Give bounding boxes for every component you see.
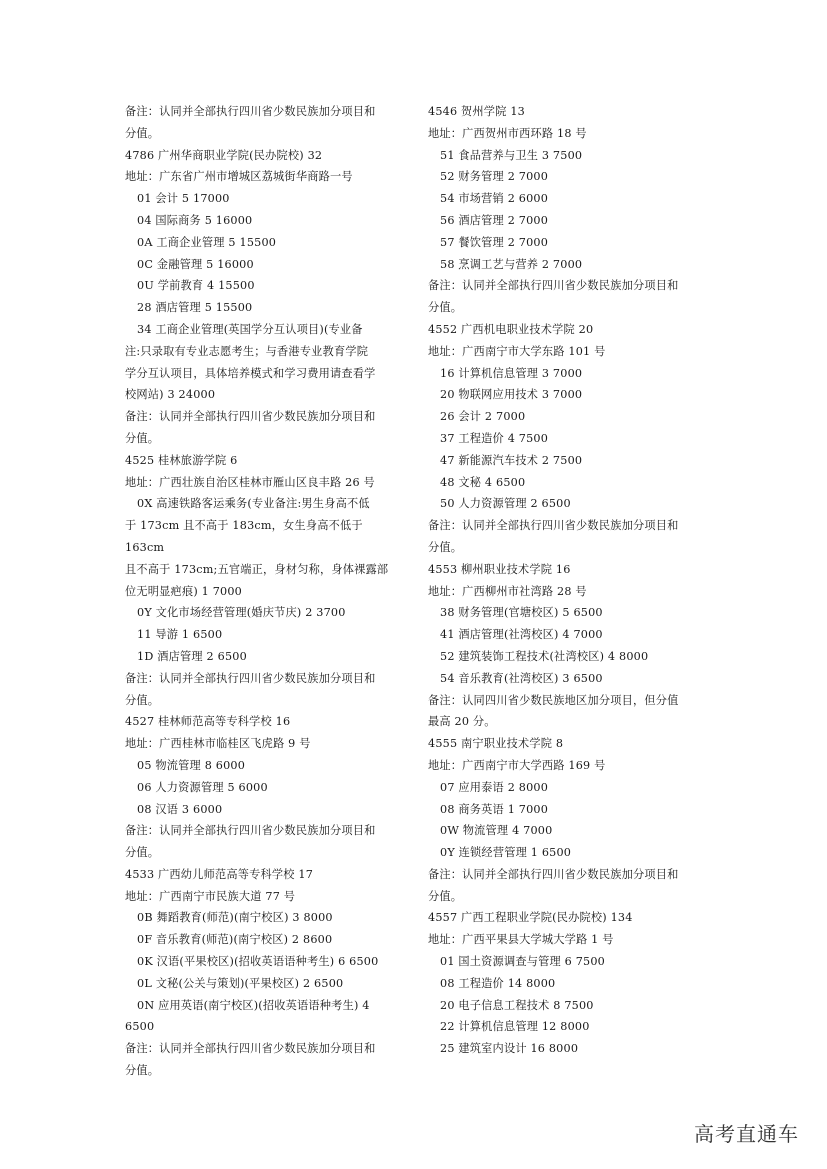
text-line: 01 国土资源调查与管理 6 7500 — [440, 955, 605, 969]
text-line: 4553 柳州职业技术学院 16 — [428, 562, 571, 576]
text-line: 0F 音乐教育(师范)(南宁校区) 2 8600 — [137, 933, 333, 947]
text-line: 备注：认同并全部执行四川省少数民族加分项目和 — [125, 1042, 376, 1056]
text-line: 0X 高速铁路客运乘务(专业备注:男生身高不低 — [137, 497, 370, 511]
text-line: 58 烹调工艺与营养 2 7000 — [440, 257, 583, 271]
text-line: 备注：认同并全部执行四川省少数民族加分项目和 — [125, 410, 376, 424]
text-line: 01 会计 5 17000 — [137, 192, 230, 206]
text-line: 分值。 — [428, 540, 463, 554]
text-line: 分值。 — [428, 301, 463, 315]
text-line: 备注：认同并全部执行四川省少数民族加分项目和 — [428, 519, 679, 533]
text-line: 地址：广西壮族自治区桂林市雁山区良丰路 26 号 — [125, 475, 375, 489]
text-line: 4552 广西机电职业技术学院 20 — [428, 322, 594, 336]
text-line: 20 电子信息工程技术 8 7500 — [440, 998, 594, 1012]
text-line: 地址：广西南宁市大学西路 169 号 — [428, 758, 606, 772]
text-line: 0K 汉语(平果校区)(招收英语语种考生) 6 6500 — [137, 955, 379, 969]
text-line: 05 物流管理 8 6000 — [137, 758, 246, 772]
text-line: 07 应用泰语 2 8000 — [440, 780, 549, 794]
text-line: 08 汉语 3 6000 — [137, 802, 223, 816]
text-line: 0C 金融管理 5 16000 — [137, 257, 254, 271]
text-line: 34 工商企业管理(英国学分互认项目)(专业备 — [137, 322, 363, 336]
text-line: 6500 — [125, 1020, 155, 1034]
text-line: 4557 广西工程职业学院(民办院校) 134 — [428, 911, 633, 925]
text-line: 备注：认同并全部执行四川省少数民族加分项目和 — [428, 867, 679, 881]
text-line: 地址：广西桂林市临桂区飞虎路 9 号 — [125, 737, 311, 751]
text-line: 0U 学前教育 4 15500 — [137, 279, 255, 293]
text-line: 08 工程造价 14 8000 — [440, 976, 556, 990]
text-line: 4546 贺州学院 13 — [428, 105, 525, 118]
text-line: 47 新能源汽车技术 2 7500 — [440, 453, 583, 467]
text-line: 分值。 — [125, 846, 160, 860]
text-line: 0Y 文化市场经营管理(婚庆节庆) 2 3700 — [137, 606, 346, 620]
text-line: 地址：广东省广州市增城区荔城街华商路一号 — [125, 170, 353, 184]
text-line: 38 财务管理(官塘校区) 5 6500 — [440, 606, 603, 620]
text-line: 分值。 — [125, 126, 160, 140]
text-line: 06 人力资源管理 5 6000 — [137, 780, 268, 794]
text-line: 备注：认同并全部执行四川省少数民族加分项目和 — [125, 824, 376, 838]
left-column — [125, 101, 405, 1082]
text-line: 57 餐饮管理 2 7000 — [440, 235, 549, 249]
text-line: 地址：广西贺州市西环路 18 号 — [428, 126, 587, 140]
text-line: 4527 桂林师范高等专科学校 16 — [125, 715, 291, 729]
text-line: 54 市场营销 2 6000 — [440, 192, 549, 206]
text-line: 50 人力资源管理 2 6500 — [440, 497, 571, 511]
text-line: 地址：广西南宁市大学东路 101 号 — [428, 344, 606, 358]
text-line: 校网站) 3 24000 — [125, 388, 216, 402]
text-line: 25 建筑室内设计 16 8000 — [440, 1042, 579, 1056]
text-line: 注:只录取有专业志愿考生；与香港专业教育学院 — [125, 344, 369, 358]
text-line: 0Y 连锁经营管理 1 6500 — [440, 846, 572, 860]
watermark: 高考直通车 — [694, 1122, 799, 1146]
text-line: 16 计算机信息管理 3 7000 — [440, 366, 583, 380]
text-line: 4525 桂林旅游学院 6 — [125, 453, 238, 467]
text-line: 26 会计 2 7000 — [440, 410, 526, 424]
text-line: 备注：认同四川省少数民族地区加分项目，但分值 — [428, 693, 679, 707]
text-line: 4786 广州华商职业学院(民办院校) 32 — [125, 148, 323, 162]
text-line: 54 音乐教育(社湾校区) 3 6500 — [440, 671, 603, 685]
text-line: 学分互认项目，具体培养模式和学习费用请查看学 — [125, 366, 376, 380]
text-line: 0N 应用英语(南宁校区)(招收英语语种考生) 4 — [137, 998, 370, 1012]
text-line: 0A 工商企业管理 5 15500 — [137, 235, 277, 249]
text-line: 04 国际商务 5 16000 — [137, 213, 253, 227]
text-line: 位无明显疤痕) 1 7000 — [125, 584, 242, 598]
text-line: 28 酒店管理 5 15500 — [137, 301, 253, 315]
text-line: 地址：广西南宁市民族大道 77 号 — [125, 889, 296, 903]
text-line: 48 文秘 4 6500 — [440, 475, 526, 489]
text-line: 于 173cm 且不高于 183cm，女生身高不低于 163cm — [125, 519, 367, 554]
text-line: 20 物联网应用技术 3 7000 — [440, 388, 583, 402]
text-line: 分值。 — [125, 431, 160, 445]
right-column — [428, 101, 708, 1060]
text-line: 0W 物流管理 4 7000 — [440, 824, 553, 838]
text-line: 备注：认同并全部执行四川省少数民族加分项目和 — [428, 279, 679, 293]
text-line: 41 酒店管理(社湾校区) 4 7000 — [440, 628, 603, 642]
text-line: 备注：认同并全部执行四川省少数民族加分项目和 — [125, 671, 376, 685]
text-line: 56 酒店管理 2 7000 — [440, 213, 549, 227]
text-line: 且不高于 173cm;五官端正，身材匀称，身体裸露部 — [125, 562, 389, 576]
text-line: 0L 文秘(公关与策划)(平果校区) 2 6500 — [137, 976, 344, 990]
text-line: 最高 20 分。 — [428, 715, 496, 729]
text-line: 分值。 — [125, 1064, 160, 1078]
text-line: 备注：认同并全部执行四川省少数民族加分项目和 — [125, 105, 376, 118]
text-line: 08 商务英语 1 7000 — [440, 802, 549, 816]
text-line: 11 导游 1 6500 — [137, 628, 223, 642]
text-line: 地址：广西柳州市社湾路 28 号 — [428, 584, 587, 598]
text-line: 52 财务管理 2 7000 — [440, 170, 549, 184]
text-line: 分值。 — [428, 889, 463, 903]
text-line: 0B 舞蹈教育(师范)(南宁校区) 3 8000 — [137, 911, 333, 925]
text-line: 4555 南宁职业技术学院 8 — [428, 737, 564, 751]
text-line: 22 计算机信息管理 12 8000 — [440, 1020, 590, 1034]
text-line: 37 工程造价 4 7500 — [440, 431, 549, 445]
text-line: 52 建筑装饰工程技术(社湾校区) 4 8000 — [440, 649, 649, 663]
text-line: 4533 广西幼儿师范高等专科学校 17 — [125, 867, 314, 881]
text-line: 分值。 — [125, 693, 160, 707]
text-line: 1D 酒店管理 2 6500 — [137, 649, 247, 663]
text-line: 51 食品营养与卫生 3 7500 — [440, 148, 583, 162]
text-line: 地址：广西平果县大学城大学路 1 号 — [428, 933, 614, 947]
